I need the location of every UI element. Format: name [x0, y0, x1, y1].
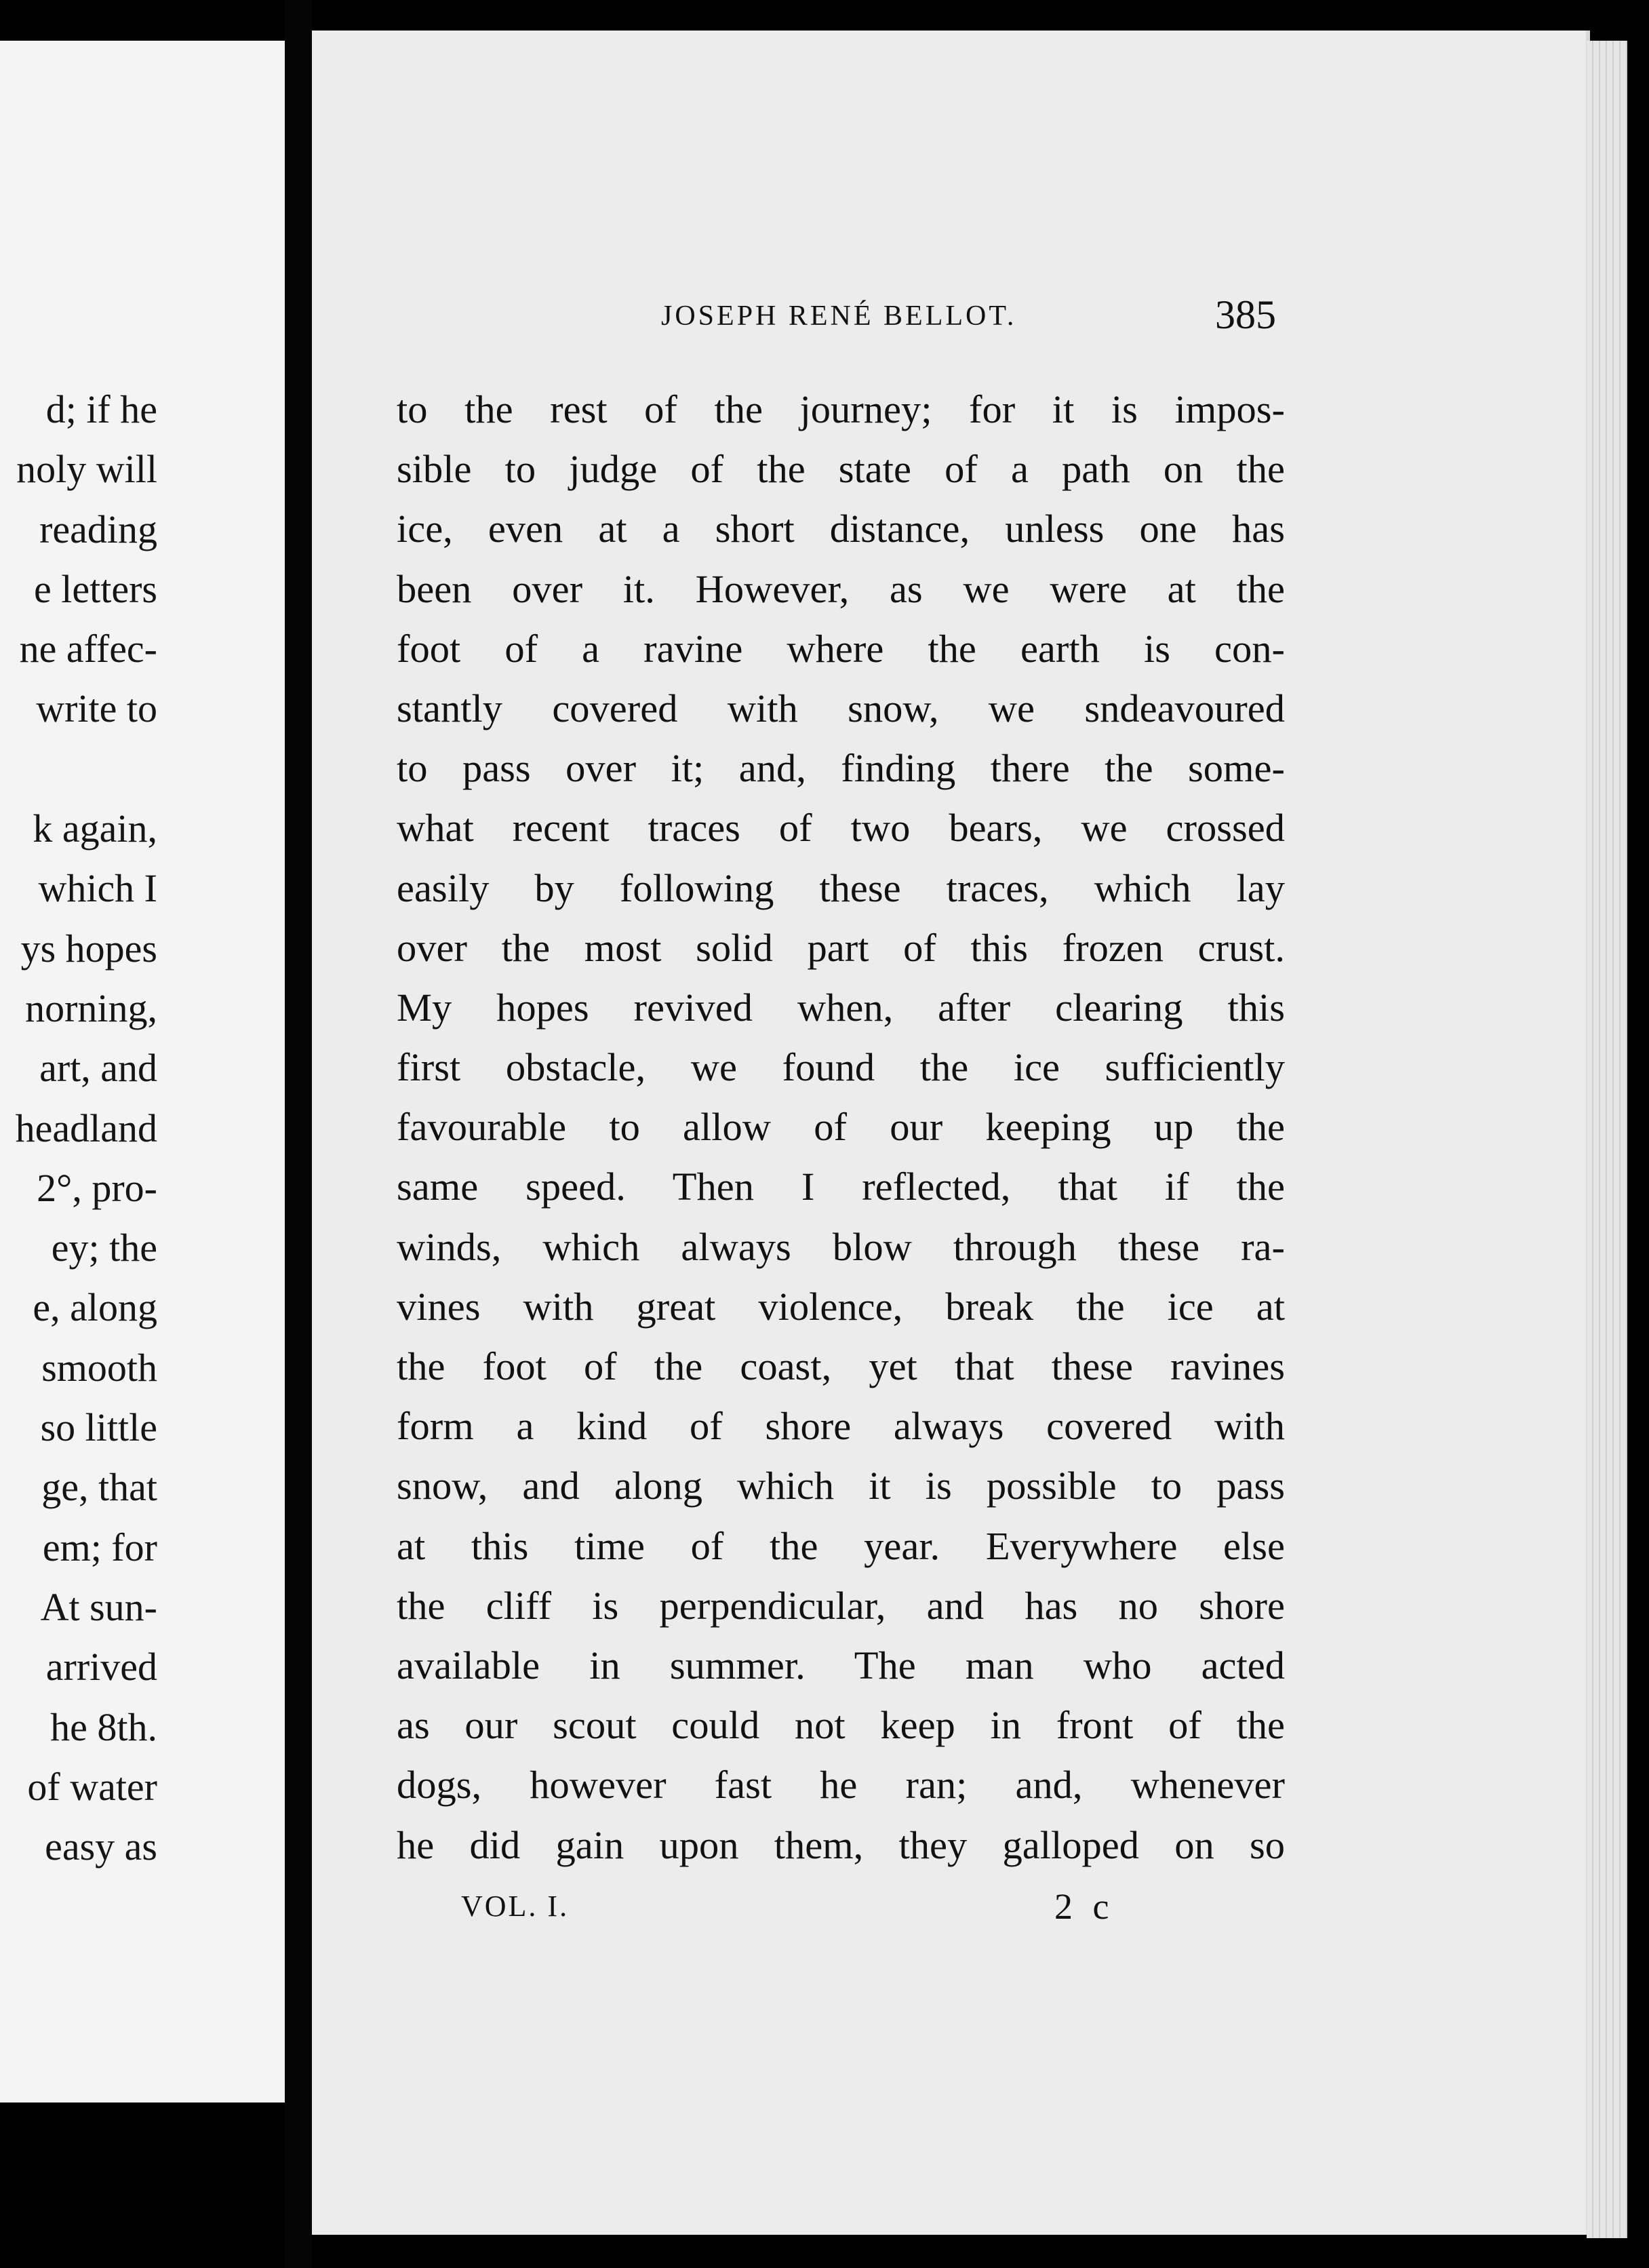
body-line: stantly covered with snow, we sndeavoured	[397, 686, 1285, 730]
body-line: been over it. However, as we were at the	[397, 566, 1285, 611]
body-line: to the rest of the journey; for it is impos-	[397, 387, 1285, 431]
body-line: at this time of the year. Everywhere else	[397, 1523, 1285, 1568]
previous-page-line: e, along	[33, 1285, 157, 1330]
previous-page-line: d; if he	[45, 387, 157, 431]
body-line: to pass over it; and, finding there the some-	[397, 746, 1285, 791]
book-gutter	[285, 0, 312, 2268]
previous-page-line: At sun-	[40, 1584, 157, 1629]
previous-page-text	[16, 380, 157, 1877]
body-line: snow, and along which it is possible to pass	[397, 1464, 1285, 1508]
body-line: ice, even at a short distance, unless one has	[397, 507, 1285, 551]
body-line: winds, which always blow through these ra-	[397, 1224, 1285, 1269]
previous-page-line: ys hopes	[20, 926, 157, 971]
previous-page-line: arrived	[45, 1645, 157, 1689]
previous-page-line: k again,	[33, 806, 157, 851]
previous-page-line: 2°, pro-	[37, 1165, 157, 1210]
page-number: 385	[1215, 292, 1276, 337]
previous-page-line: headland	[15, 1106, 157, 1150]
body-line: the cliff is perpendicular, and has no shore	[397, 1583, 1285, 1628]
body-line: sible to judge of the state of a path on the	[397, 447, 1285, 492]
body-line: the foot of the coast, yet that these ravines	[397, 1344, 1285, 1388]
body-line: foot of a ravine where the earth is con-	[397, 626, 1285, 671]
body-line: first obstacle, we found the ice sufficiently	[397, 1045, 1285, 1090]
previous-page-line: which I	[38, 866, 157, 911]
body-line: as our scout could not keep in front of the	[397, 1703, 1285, 1748]
previous-page-line: norning,	[25, 985, 157, 1030]
body-line: vines with great violence, break the ice at	[397, 1284, 1285, 1329]
body-line: same speed. Then I reflected, that if the	[397, 1165, 1285, 1209]
running-title: JOSEPH RENÉ BELLOT.	[661, 300, 1017, 332]
body-line: what recent traces of two bears, we crossed	[397, 806, 1285, 850]
previous-page-line: he 8th.	[50, 1704, 157, 1749]
previous-page-line: so little	[40, 1405, 157, 1450]
previous-page-line: ey; the	[51, 1226, 157, 1270]
volume-marker: VOL. I.	[461, 1890, 570, 1923]
body-line: form a kind of shore always covered with	[397, 1404, 1285, 1449]
previous-page-line	[16, 739, 285, 799]
previous-page-line: noly will	[16, 447, 157, 492]
body-line: he did gain upon them, they galloped on so	[397, 1822, 1285, 1867]
body-line: over the most solid part of this frozen crust.	[397, 925, 1285, 970]
previous-page-line: easy as	[45, 1824, 157, 1869]
previous-page-line: reading	[39, 507, 157, 551]
body-line: available in summer. The man who acted	[397, 1643, 1285, 1687]
previous-page	[0, 41, 285, 2103]
body-line: favourable to allow of our keeping up the	[397, 1105, 1285, 1150]
previous-page-line: smooth	[41, 1345, 157, 1390]
body-line: dogs, however fast he ran; and, whenever	[397, 1763, 1285, 1807]
body-line: My hopes revived when, after clearing this	[397, 985, 1285, 1030]
signature-mark: 2 c	[1054, 1886, 1115, 1927]
previous-page-line: ne affec-	[19, 627, 157, 671]
previous-page-line: ge, that	[41, 1465, 157, 1510]
previous-page-line: art, and	[39, 1046, 157, 1091]
previous-page-line: em; for	[42, 1525, 157, 1569]
page-edges	[1587, 41, 1627, 2238]
previous-page-line: of water	[27, 1764, 157, 1809]
body-line: easily by following these traces, which lay	[397, 865, 1285, 910]
previous-page-line: write to	[36, 686, 157, 731]
body-text	[397, 380, 1285, 1875]
previous-page-line: e letters	[34, 566, 157, 611]
